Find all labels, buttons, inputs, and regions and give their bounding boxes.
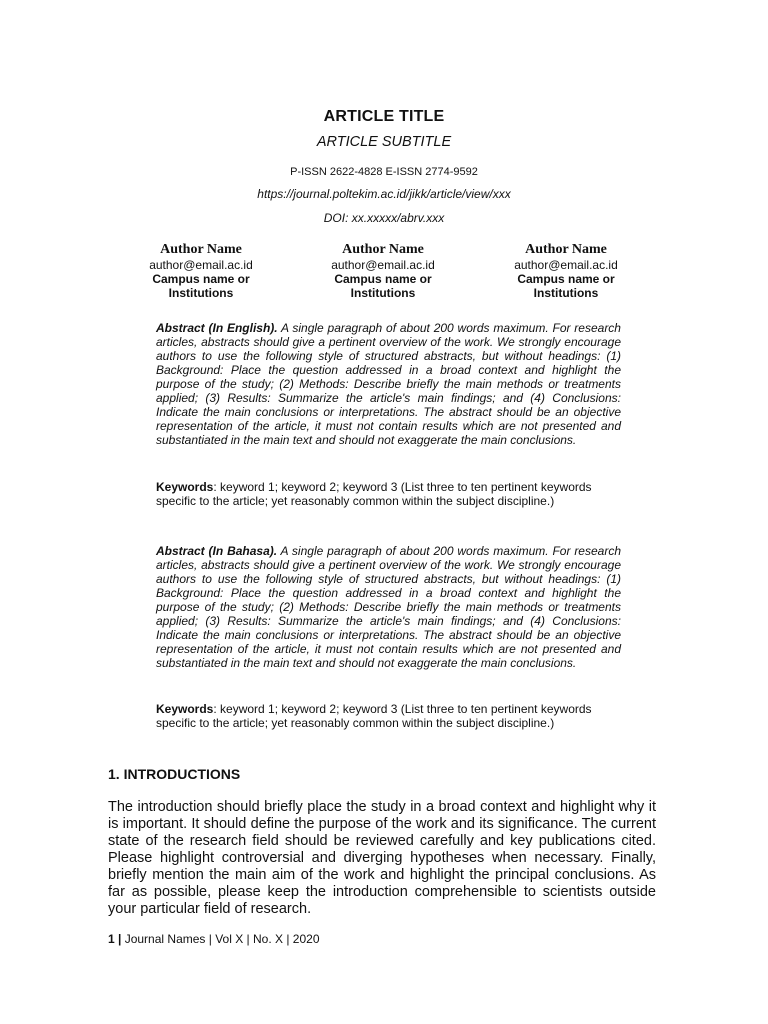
keywords-english bbox=[156, 480, 596, 508]
article-url[interactable]: https://journal.poltekim.ac.id/jikk/article/view/xxx bbox=[257, 187, 511, 201]
author-name: Author Name bbox=[525, 242, 607, 257]
abstract-label: Abstract (In Bahasa). bbox=[156, 544, 278, 558]
abstract-text: A single paragraph of about 200 words maximum. For research articles, abstracts should give a pertinent overview of the work. We strongly encourage authors to use the following style of structured abstracts, but without headings: (1) Background: Place the question addressed in a broad context and highlight the purpose of the study; (2) Methods: Describe briefly the main methods or treatments applied; (3) Results: Summarize the article's main findings; and (4) Conclusions: Indicate the main conclusions or interpretations. The abstract should be an objective representation of the article, it must not contain results which are not presented and substantiated in the main text and should not exaggerate the main conclusions. bbox=[156, 544, 622, 670]
keywords-text: : keyword 1; keyword 2; keyword 3 (List three to ten pertinent keywords specific to the article; yet reasonably common within the subject discipline.) bbox=[156, 480, 592, 508]
author-institution-line2: Institutions bbox=[350, 286, 416, 300]
article-subtitle: ARTICLE SUBTITLE bbox=[316, 134, 452, 150]
keywords-bahasa bbox=[156, 702, 596, 730]
author-block-3 bbox=[491, 241, 641, 300]
abstract-bahasa bbox=[156, 544, 621, 670]
doi-line: DOI: xx.xxxxx/abrv.xxx bbox=[323, 211, 445, 225]
abstract-label: Abstract (In English). bbox=[156, 321, 278, 335]
keywords-label: Keywords bbox=[156, 702, 214, 716]
author-institution-line1: Campus name or bbox=[334, 272, 432, 286]
abstract-english bbox=[156, 321, 621, 447]
author-email[interactable]: author@email.ac.id bbox=[331, 258, 435, 272]
author-institution-line1: Campus name or bbox=[152, 272, 250, 286]
author-email[interactable]: author@email.ac.id bbox=[514, 258, 618, 272]
author-institution-line2: Institutions bbox=[533, 286, 599, 300]
author-name: Author Name bbox=[160, 242, 242, 257]
author-block-1 bbox=[126, 241, 276, 300]
keywords-label: Keywords bbox=[156, 480, 214, 494]
issn-line: P-ISSN 2622-4828 E-ISSN 2774-9592 bbox=[290, 166, 478, 178]
abstract-text: A single paragraph of about 200 words maximum. For research articles, abstracts should give a pertinent overview of the work. We strongly encourage authors to use the following style of structured abstracts, but without headings: (1) Background: Place the question addressed in a broad context and highlight the purpose of the study; (2) Methods: Describe briefly the main methods or treatments applied; (3) Results: Summarize the article's main findings; and (4) Conclusions: Indicate the main conclusions or interpretations. The abstract should be an objective representation of the article, it must not contain results which are not presented and substantiated in the main text and should not exaggerate the main conclusions. bbox=[156, 321, 621, 447]
author-name: Author Name bbox=[342, 242, 424, 257]
author-institution-line1: Campus name or bbox=[517, 272, 615, 286]
article-title: ARTICLE TITLE bbox=[323, 108, 445, 125]
keywords-text: : keyword 1; keyword 2; keyword 3 (List three to ten pertinent keywords specific to the article; yet reasonably common within the subject discipline.) bbox=[156, 702, 592, 730]
page-number: 1 | bbox=[108, 932, 122, 946]
author-institution-line2: Institutions bbox=[168, 286, 234, 300]
author-block-2 bbox=[308, 241, 458, 300]
section-heading: 1. INTRODUCTIONS bbox=[108, 766, 241, 782]
author-email[interactable]: author@email.ac.id bbox=[149, 258, 253, 272]
introduction-paragraph: The introduction should briefly place the study in a broad context and highlight why it is important. It should define the purpose of the work and its significance. The current state of the research field should be reviewed carefully and key publications cited. Please highlight controversial and diverging hypotheses when necessary. Finally, briefly mention the main aim of the work and highlight the principal conclusions. As far as possible, please keep the introduction comprehensible to scientists outside your particular field of research. bbox=[108, 799, 656, 917]
journal-info: Journal Names | Vol X | No. X | 2020 bbox=[121, 932, 320, 946]
page-footer bbox=[108, 932, 320, 946]
